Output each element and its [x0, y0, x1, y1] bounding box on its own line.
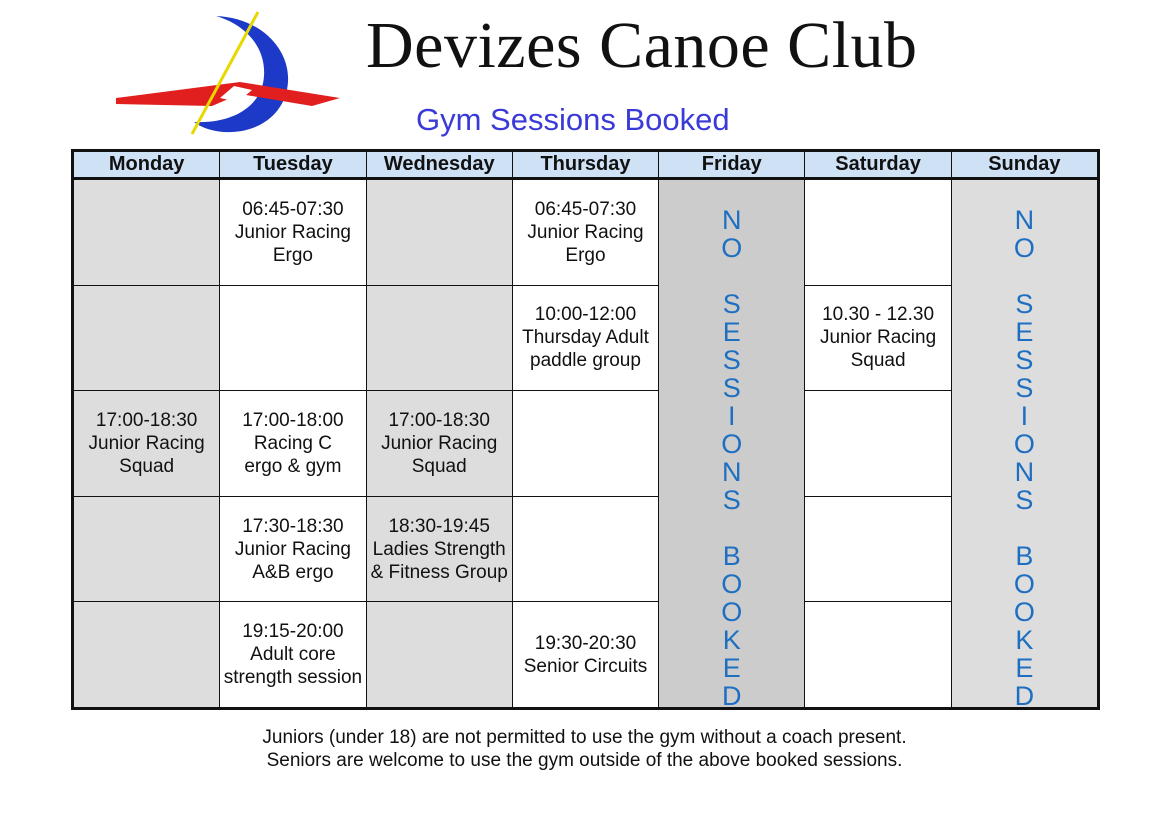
day-header-monday: Monday: [74, 152, 219, 179]
day-header-thursday: Thursday: [513, 152, 658, 179]
no-sessions-booked-label: [659, 206, 804, 710]
vertical-letter: S: [722, 345, 741, 375]
session-cell: [367, 286, 512, 391]
page-subtitle: Gym Sessions Booked: [416, 102, 730, 137]
club-logo: [112, 10, 344, 136]
session-cell: [220, 286, 365, 391]
vertical-letter: S: [722, 373, 741, 403]
session-cell: [74, 286, 219, 391]
session-cell: [805, 602, 950, 707]
vertical-letter: O: [1013, 597, 1035, 627]
vertical-letter: O: [1013, 429, 1035, 459]
vertical-letter: B: [722, 541, 741, 571]
session-cell: 19:15-20:00 Adult core strength session: [220, 602, 365, 707]
vertical-letter: O: [721, 569, 743, 599]
session-cell: 17:00-18:30 Junior Racing Squad: [367, 391, 512, 496]
vertical-letter: N: [1014, 205, 1035, 235]
vertical-letter: E: [1015, 317, 1034, 347]
vertical-letter: S: [722, 289, 741, 319]
session-cell: 06:45-07:30 Junior Racing Ergo: [513, 180, 658, 285]
vertical-letter: D: [1014, 681, 1035, 711]
session-cell: 06:45-07:30 Junior Racing Ergo: [220, 180, 365, 285]
session-cell: 17:00-18:30 Junior Racing Squad: [74, 391, 219, 496]
session-cell: 10:00-12:00 Thursday Adult paddle group: [513, 286, 658, 391]
club-name: Devizes Canoe Club: [366, 9, 918, 82]
session-cell: [513, 391, 658, 496]
vertical-letter: S: [1015, 373, 1034, 403]
day-header-saturday: Saturday: [805, 152, 950, 179]
day-header-tuesday: Tuesday: [220, 152, 365, 179]
vertical-letter: E: [722, 317, 741, 347]
vertical-letter: D: [722, 681, 742, 711]
session-cell: 18:30-19:45 Ladies Strength & Fitness Group: [367, 497, 512, 602]
no-sessions-booked-label: [952, 206, 1097, 710]
vertical-letter: [728, 514, 736, 542]
day-header-friday: Friday: [659, 152, 804, 179]
vertical-letter: B: [1015, 541, 1034, 571]
friday-no-sessions: [659, 180, 804, 711]
vertical-letter: S: [1015, 345, 1034, 375]
vertical-letter: K: [722, 625, 741, 655]
vertical-letter: S: [1015, 485, 1034, 515]
vertical-letter: [728, 262, 736, 290]
vertical-letter: S: [722, 485, 741, 515]
vertical-letter: O: [721, 233, 743, 263]
session-cell: [805, 497, 950, 602]
session-cell: [74, 497, 219, 602]
session-cell: [74, 602, 219, 707]
vertical-letter: E: [722, 653, 741, 683]
vertical-letter: K: [1015, 625, 1034, 655]
session-cell: [513, 497, 658, 602]
session-cell: [367, 180, 512, 285]
session-cell: 17:00-18:00 Racing C ergo & gym: [220, 391, 365, 496]
sunday-no-sessions: [952, 180, 1097, 711]
session-cell: [367, 602, 512, 707]
session-cell: 17:30-18:30 Junior Racing A&B ergo: [220, 497, 365, 602]
session-cell: [805, 391, 950, 496]
vertical-letter: O: [1013, 233, 1035, 263]
vertical-letter: S: [1015, 289, 1034, 319]
day-header-wednesday: Wednesday: [367, 152, 512, 179]
vertical-letter: [1021, 262, 1029, 290]
vertical-letter: O: [1013, 569, 1035, 599]
schedule-table: [71, 149, 1100, 710]
vertical-letter: N: [1014, 457, 1035, 487]
logo-blue-crescent: [194, 16, 288, 132]
footer-note: [0, 726, 1169, 772]
vertical-letter: N: [722, 457, 742, 487]
day-header-sunday: Sunday: [952, 152, 1097, 179]
session-cell: [805, 180, 950, 285]
vertical-letter: O: [721, 429, 743, 459]
session-cell: [74, 180, 219, 285]
vertical-letter: O: [721, 597, 743, 627]
vertical-letter: I: [728, 401, 736, 431]
vertical-letter: N: [722, 205, 742, 235]
vertical-letter: I: [1020, 401, 1029, 431]
vertical-letter: E: [1015, 653, 1034, 683]
vertical-letter: [1021, 514, 1029, 542]
footer-line-juniors: Juniors (under 18) are not permitted to use the gym without a coach present.: [262, 727, 907, 748]
session-cell: 19:30-20:30 Senior Circuits: [513, 602, 658, 707]
session-cell: 10.30 - 12.30 Junior Racing Squad: [805, 286, 950, 391]
footer-line-seniors: Seniors are welcome to use the gym outside of the above booked sessions.: [266, 750, 903, 771]
